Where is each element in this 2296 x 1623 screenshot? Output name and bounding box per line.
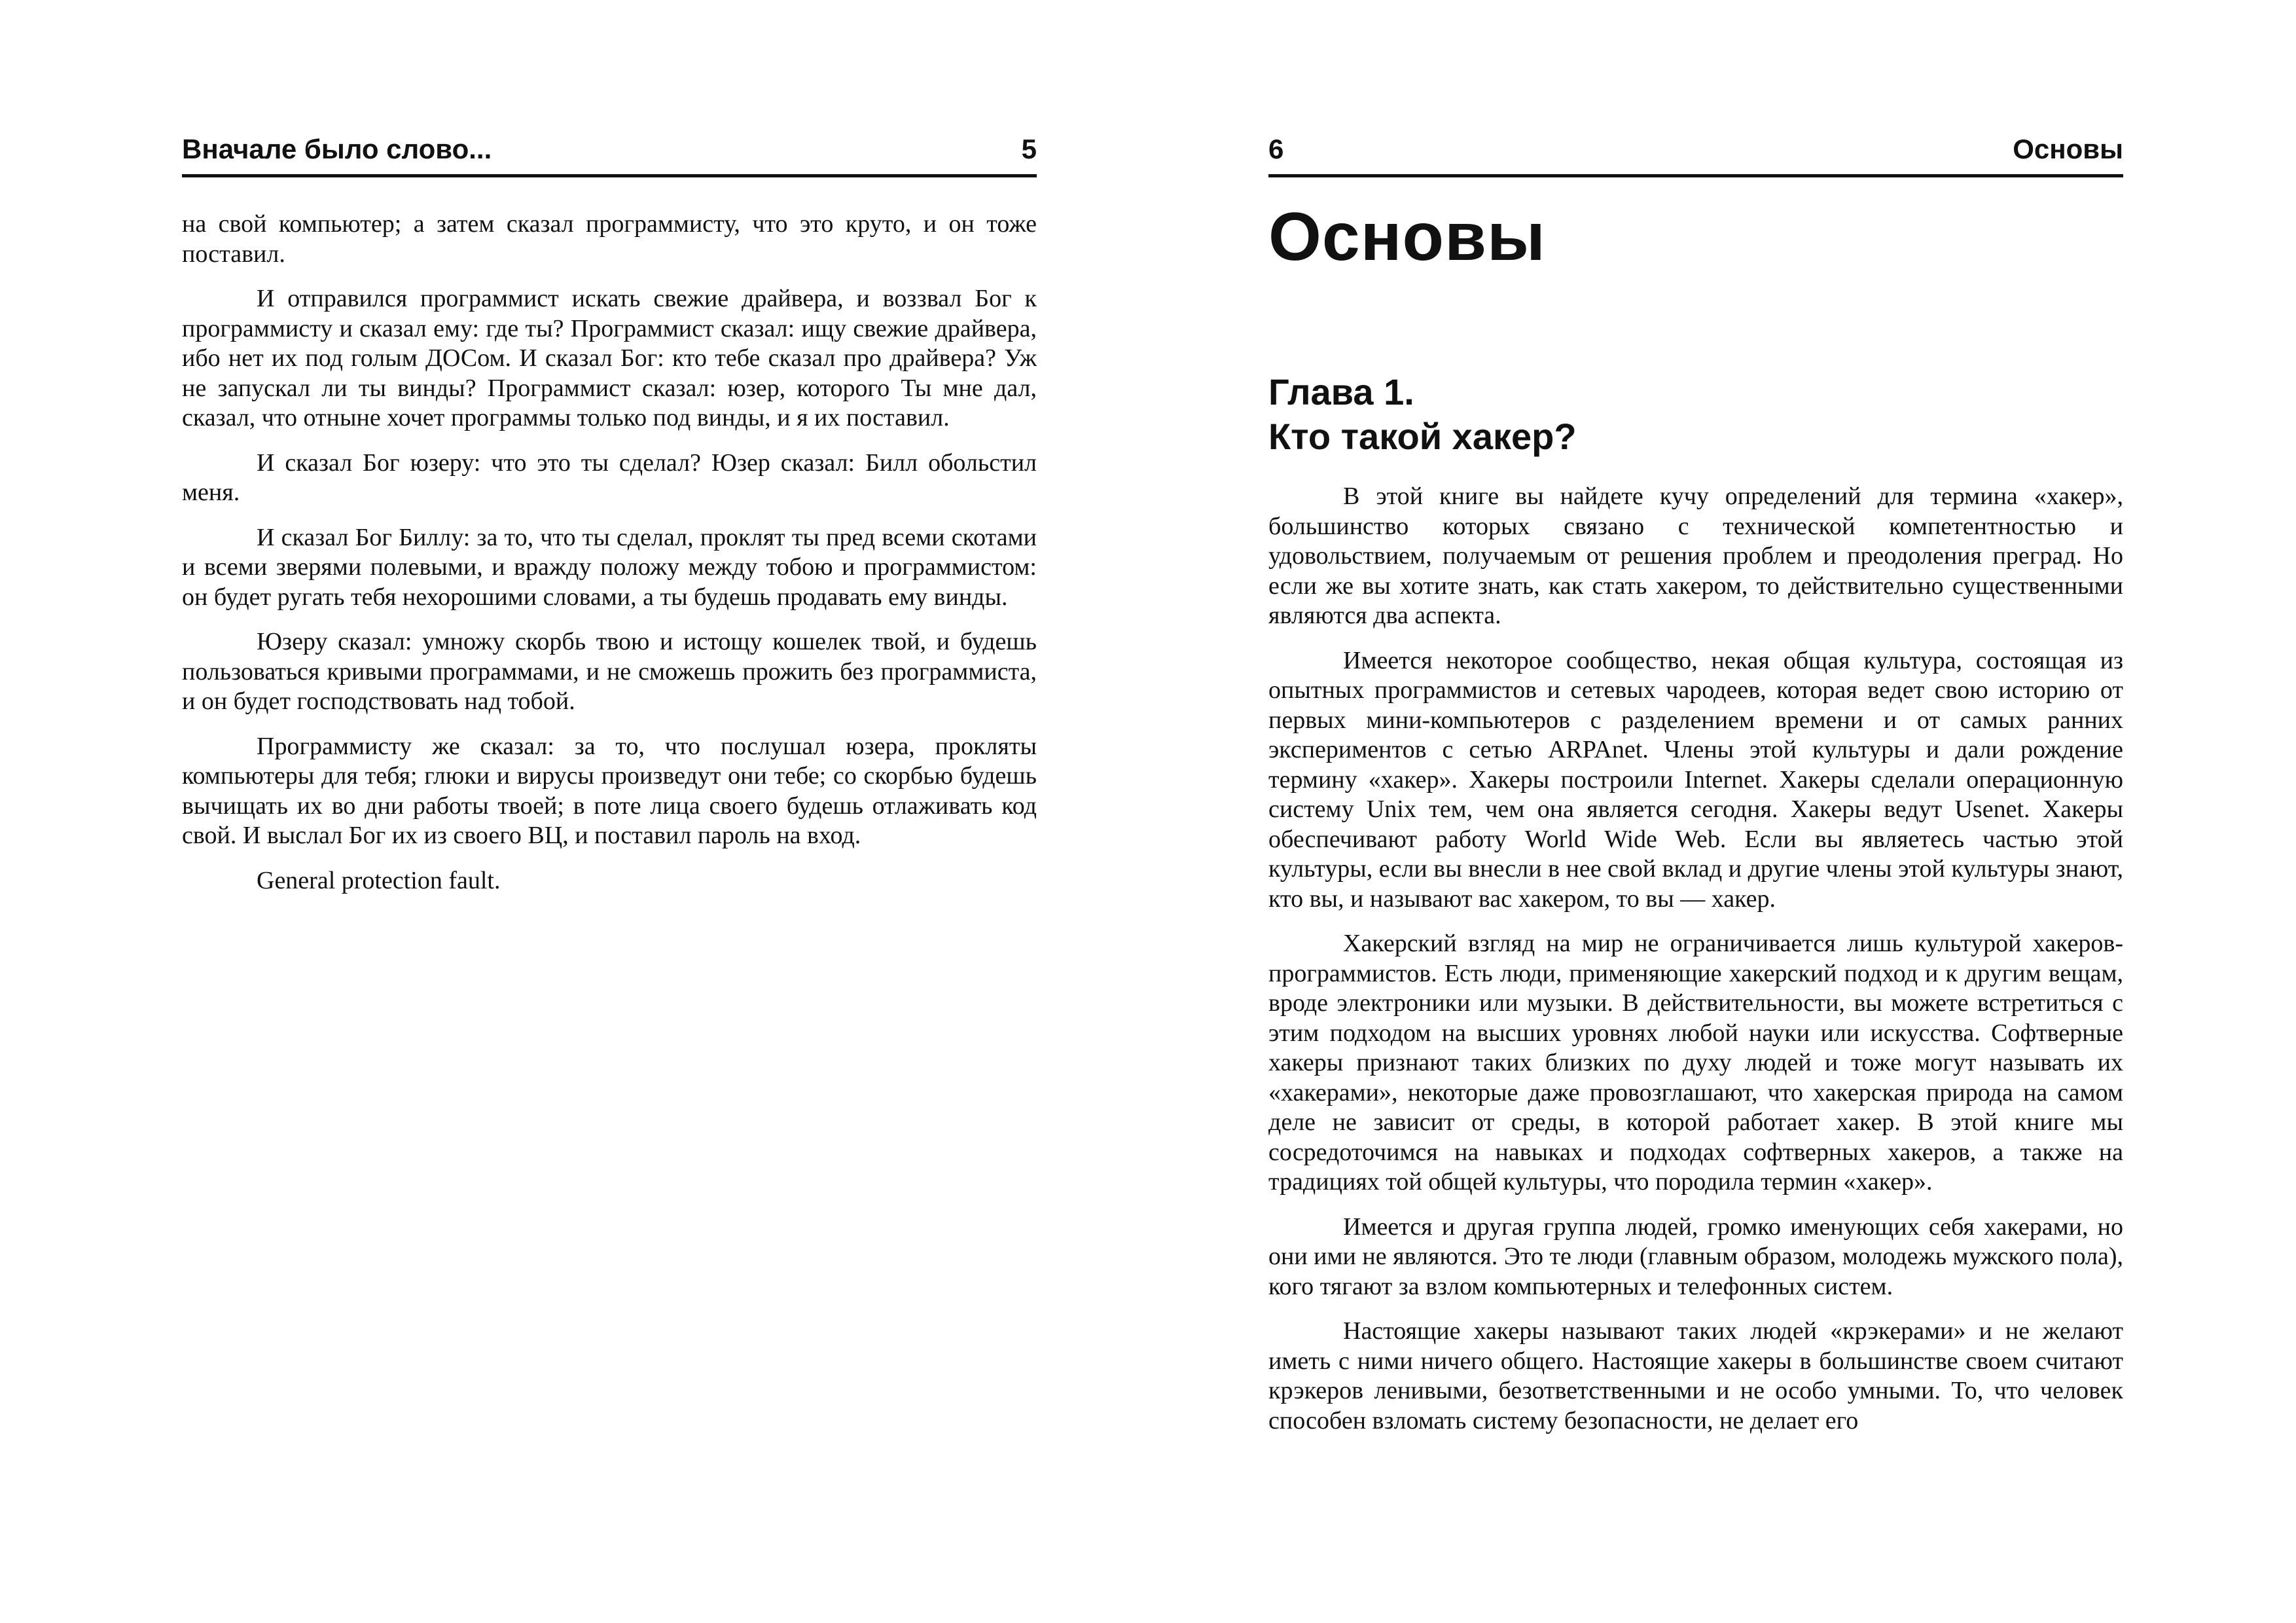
paragraph: И отправился программист искать свежие драйвера, и воззвал Бог к программисту и сказал ему: где ты? Программист сказал: ищу свежие драйвера, ибо нет их под голым ДОСом. И сказал Бог: кто тебе сказал про драйвера? Уж не запускал ли ты винды? Программист сказал: юзер, которого Ты мне дал, сказал, что отныне хочет программы только под винды, и я их поставил.	[182, 285, 1037, 431]
right-body-text	[1268, 482, 2123, 1451]
left-page-number: 5	[1021, 134, 1037, 164]
paragraph: И сказал Бог Биллу: за то, что ты сделал, проклят ты пред всеми скотами и всеми зверями полевыми, и вражду положу между тобою и программистом: он будет ругать тебя нехорошими словами, а ты будешь продавать ему винды.	[182, 523, 1037, 611]
paragraph: Имеется и другая группа людей, громко именующих себя хакерами, но они ими не являются. Это те люди (главным образом, молодежь мужского пола), кого тягают за взлом компьютерных и телефонных систем.	[1268, 1213, 2123, 1300]
right-page	[1268, 0, 2123, 1623]
left-page	[182, 0, 1037, 1623]
right-running-head	[1268, 128, 2123, 177]
paragraph: General protection fault.	[257, 866, 501, 894]
paragraph: Юзеру сказал: умножу скорбь твою и истощу кошелек твой, и будешь пользоваться кривыми программами, и не сможешь прожить без программиста, и он будет господствовать над тобой.	[182, 628, 1037, 715]
left-body-text	[182, 210, 1037, 911]
right-running-title: Основы	[2013, 134, 2123, 164]
chapter-heading	[1268, 370, 1577, 459]
paragraph: Имеется некоторое сообщество, некая общая культура, состоящая из опытных программистов и сетевых чародеев, которая ведет свою историю от первых мини-компьютеров с разделением времени и от самых ранних экспериментов с сетью ARPAnet. Члены этой культуры и дали рождение термину «хакер». Хакеры построили Internet. Хакеры сделали операционную систему Unix тем, чем она является сегодня. Хакеры ведут Usenet. Хакеры обеспечивают работу World Wide Web. Если вы являетесь частью этой культуры, если вы внесли в нее свой вклад и другие члены этой культуры знают, кто вы, и называют вас хакером, то вы — хакер.	[1268, 646, 2123, 913]
left-running-title: Вначале было слово...	[182, 134, 492, 164]
left-running-head	[182, 128, 1037, 177]
chapter-label: Глава 1.	[1268, 371, 1414, 412]
paragraph: Настоящие хакеры называют таких людей «крэкерами» и не желают иметь с ними ничего общего. Настоящие хакеры в большинстве своем считают крэкеров ленивыми, безответственными и не особо умными. То, что человек способен взломать систему безопасности, не делает его	[1268, 1317, 2123, 1434]
paragraph: В этой книге вы найдете кучу определений для термина «хакер», большинство которых связано с технической компетентностью и удовольствием, получаемым от решения проблем и преодоления преград. Но если же вы хотите знать, как стать хакером, то действительно существенными являются два аспекта.	[1268, 483, 2123, 629]
right-page-number: 6	[1268, 134, 1284, 164]
paragraph: на свой компьютер; а затем сказал программисту, что это круто, и он тоже поставил.	[182, 210, 1037, 268]
paragraph: Хакерский взгляд на мир не ограничивается лишь культурой хакеров-программистов. Есть люди, применяющие хакерский подход и к другим вещам, вроде электроники или музыки. В действительности, вы можете встретиться с этим подходом на высших уровнях любой науки или искусства. Софтверные хакеры признают таких близких по духу людей и тоже могут называть их «хакерами», некоторые даже провозглашают, что хакерская природа на самом деле не зависит от среды, в которой работает хакер. В этой книге мы сосредоточимся на навыках и подходах софтверных хакеров, а также на традициях той общей культуры, что породила термин «хакер».	[1268, 930, 2123, 1195]
chapter-title: Кто такой хакер?	[1268, 416, 1577, 457]
paragraph: И сказал Бог юзеру: что это ты сделал? Юзер сказал: Билл обольстил меня.	[182, 448, 1037, 506]
part-title: Основы	[1268, 199, 1546, 275]
paragraph: Программисту же сказал: за то, что послушал юзера, прокляты компьютеры для тебя; глюки и вирусы произведут они тебе; со скорбью будешь вычищать их во дни работы твоей; в поте лица своего будешь отлаживать код свой. И выслал Бог их из своего ВЦ, и поставил пароль на вход.	[182, 732, 1037, 849]
